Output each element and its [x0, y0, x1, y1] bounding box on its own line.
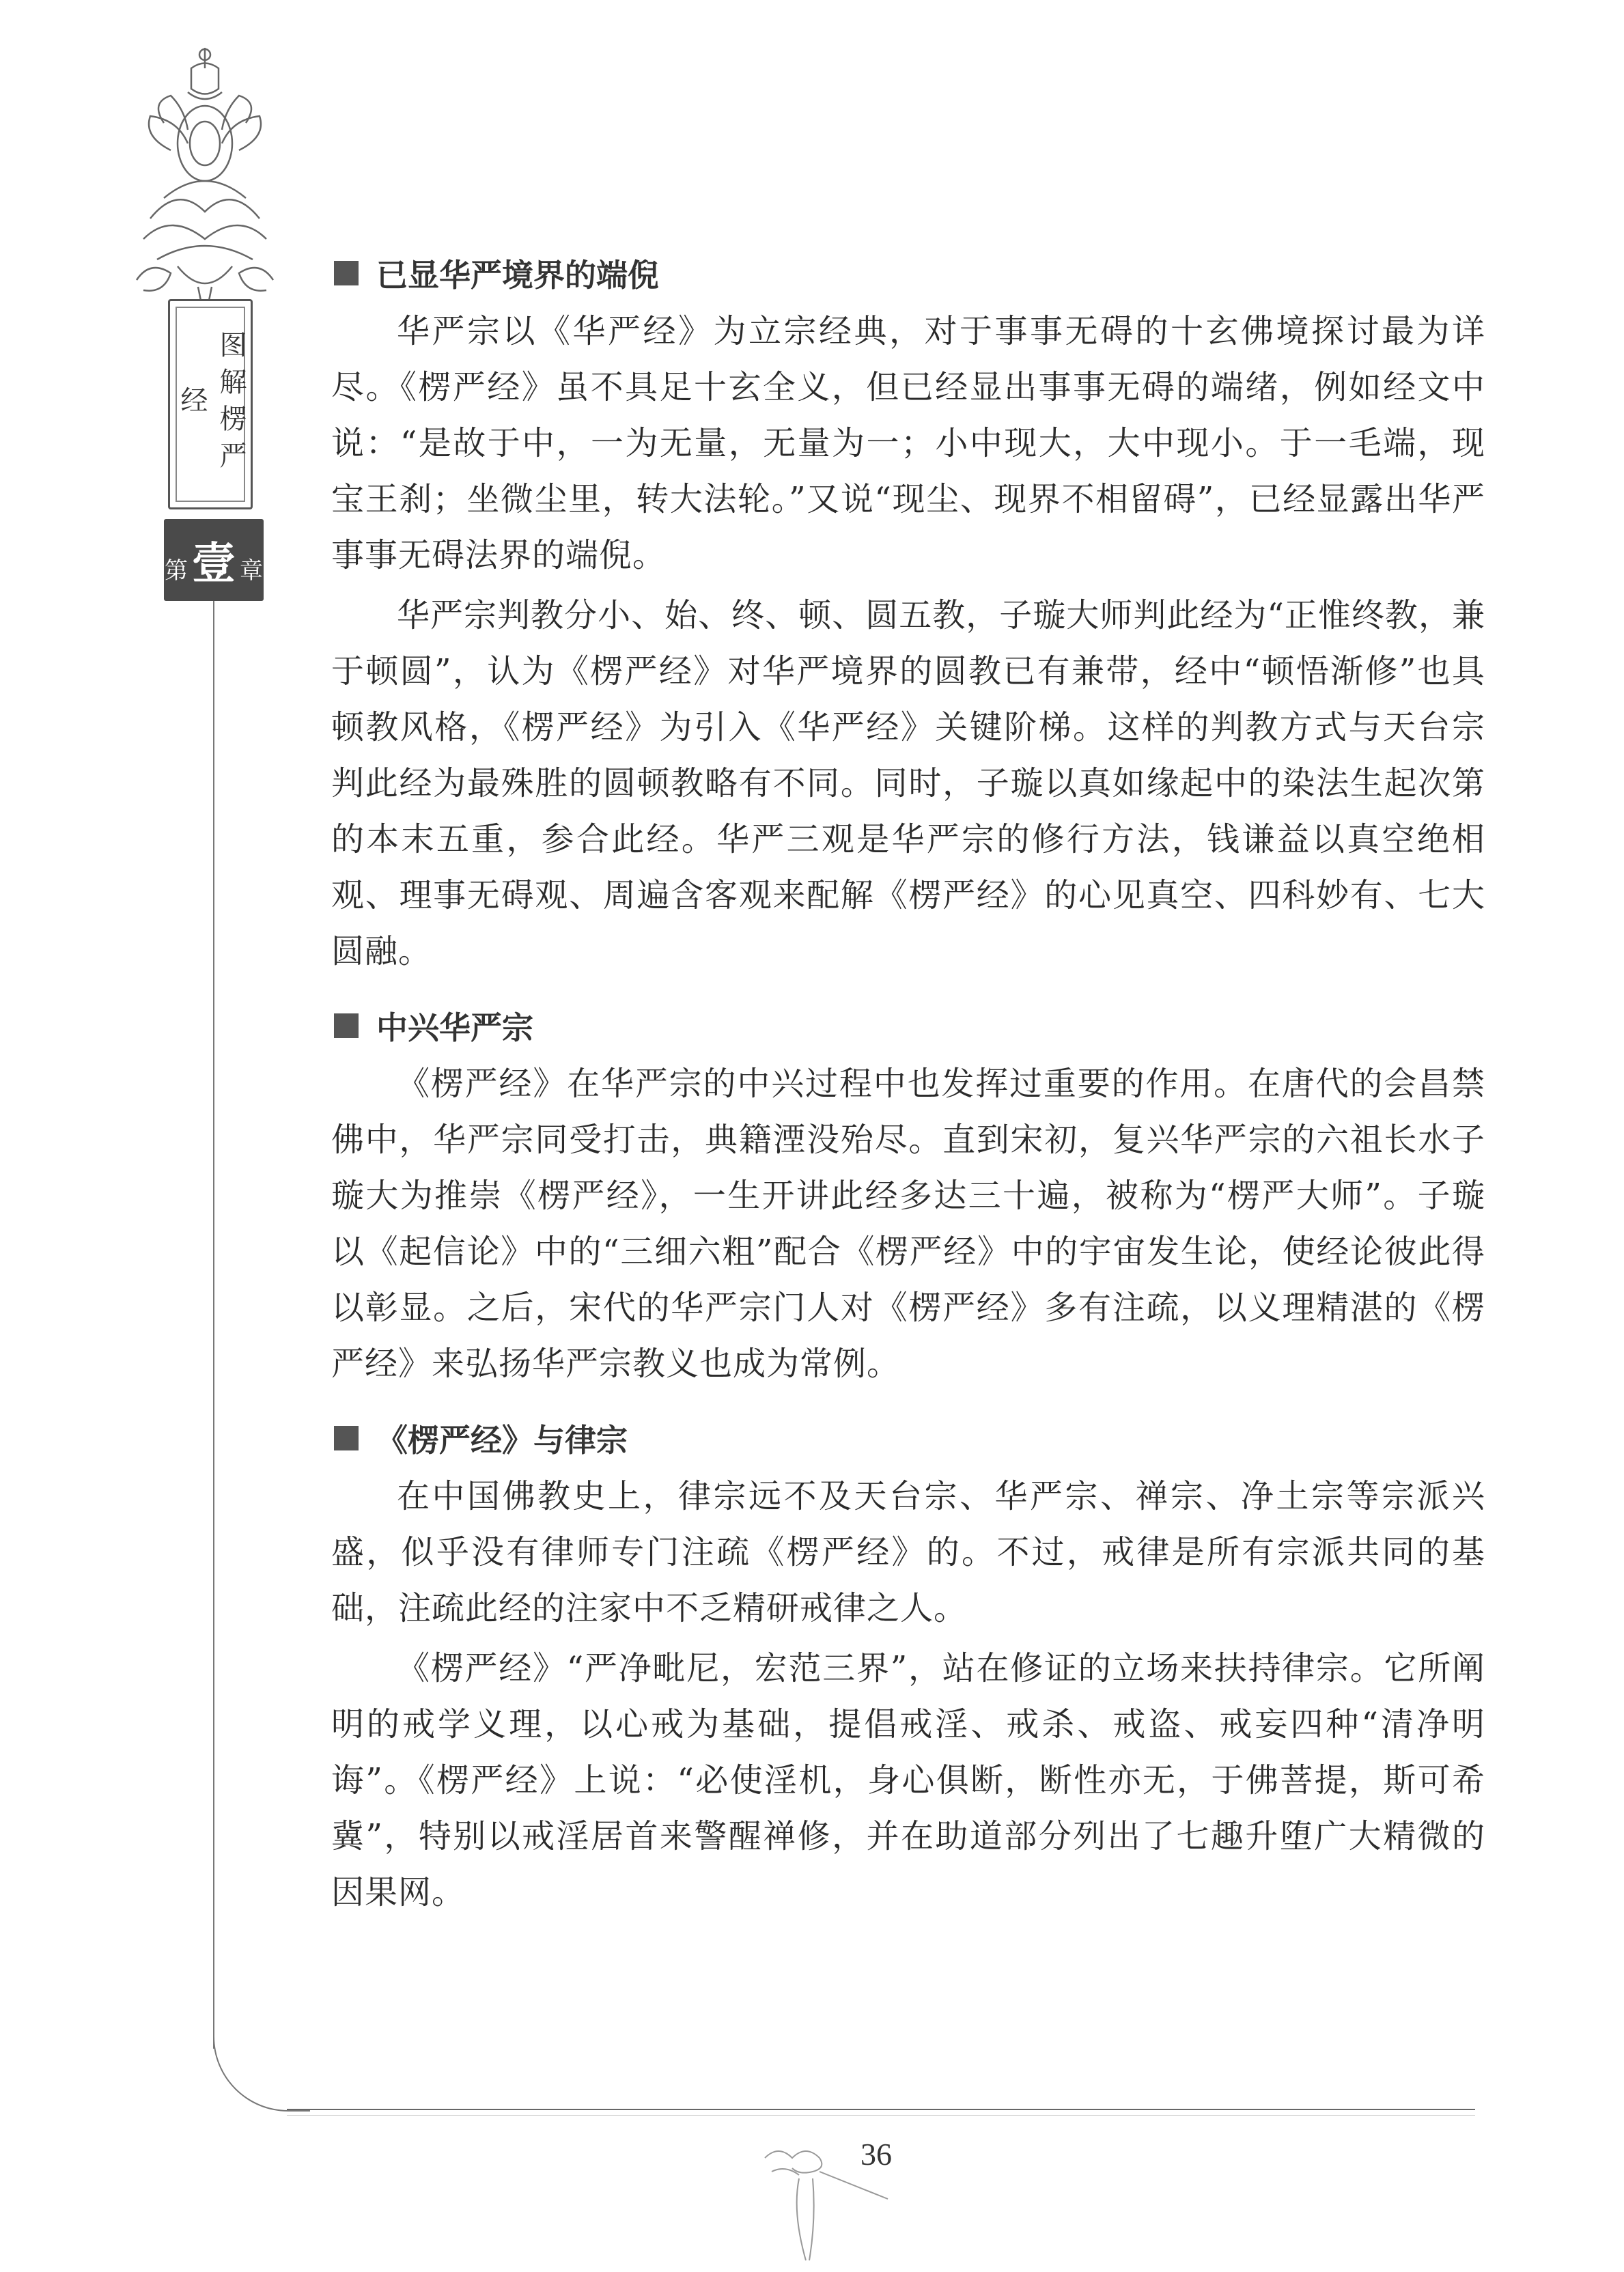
- chapter-number: 壹: [192, 539, 236, 589]
- section-huayan-realm: [331, 246, 1485, 979]
- sidebar-curve-divider: [213, 2021, 310, 2112]
- footer-rule: [287, 2109, 1475, 2110]
- lotus-ornament-icon: [123, 41, 287, 328]
- heading-square-icon: [334, 1013, 359, 1038]
- sidebar-divider: [213, 601, 214, 2049]
- section-heading: [331, 998, 1485, 1053]
- paragraph: 《楞严经》在华严宗的中兴过程中也发挥过重要的作用。在唐代的会昌禁佛中，华严宗同受打击，典籍湮没殆尽。直到宋初，复兴华严宗的六祖长水子璇大为推崇《楞严经》，一生开讲此经多达三十遍，被称为“楞严大师”。子璇以《起信论》中的“三细六粗”配合《楞严经》中的宇宙发生论，使经论彼此得以彰显。之后，宋代的华严宗门人对《楞严经》多有注疏，以义理精湛的《楞严经》来弘扬华严宗教义也成为常例。: [331, 1065, 1485, 1383]
- chapter-tab: [164, 519, 264, 601]
- heading-square-icon: [334, 261, 359, 285]
- section-heading: [331, 246, 1485, 300]
- section-heading-text: 中兴华严宗: [376, 1009, 533, 1046]
- paragraph: 华严宗以《华严经》为立宗经典，对于事事无碍的十玄佛境探讨最为详尽。《楞严经》虽不具足十玄全义，但已经显出事事无碍的端绪，例如经文中说：“是故于中，一为无量，无量为一；小中现大，大中现小。于一毛端，现宝王刹；坐微尘里，转大法轮。”又说“现尘、现界不相留碍”，已经显露出华严事事无碍法界的端倪。: [331, 312, 1485, 574]
- paragraph: 《楞严经》“严净毗尼，宏范三界”，站在修证的立场来扶持律宗。它所阐明的戒学义理，以心戒为基础，提倡戒淫、戒杀、戒盗、戒妄四种“清净明诲”。《楞严经》上说：“必使淫机，身心俱断，断性亦无，于佛菩提，斯可希冀”，特别以戒淫居首来警醒禅修，并在助道部分列出了七趣升堕广大精微的因果网。: [331, 1649, 1485, 1911]
- section-heading-text: 《楞严经》与律宗: [376, 1422, 628, 1459]
- section-heading-text: 已显华严境界的端倪: [376, 257, 659, 294]
- paragraph: 在中国佛教史上，律宗远不及天台宗、华严宗、禅宗、净土宗等宗派兴盛，似乎没有律师专门注疏《楞严经》的。不过，戒律是所有宗派共同的基础，注疏此经的注家中不乏精研戒律之人。: [331, 1477, 1485, 1627]
- chapter-prefix: 第: [165, 557, 188, 585]
- page-number: 36: [860, 2137, 892, 2172]
- heading-square-icon: [334, 1426, 359, 1450]
- footer-rule-secondary: [287, 2115, 1475, 2116]
- paragraph: 华严宗判教分小、始、终、顿、圆五教，子璇大师判此经为“正惟终教，兼于顿圆”，认为《楞严经》对华严境界的圆教已有兼带，经中“顿悟渐修”也具顿教风格，《楞严经》为引入《华严经》关键阶梯。这样的判教方式与天台宗判此经为最殊胜的圆顿教略有不同。同时，子璇以真如缘起中的染法生起次第的本末五重，参合此经。华严三观是华严宗的修行方法，钱谦益以真空绝相观、理事无碍观、周遍含客观来配解《楞严经》的心见真空、四科妙有、七大圆融。: [331, 596, 1485, 970]
- section-vinaya-school: [331, 1411, 1485, 1920]
- section-heading: [331, 1411, 1485, 1465]
- book-title: 图解楞严经: [176, 331, 247, 478]
- chapter-suffix: 章: [240, 557, 263, 585]
- book-title-box: [168, 299, 253, 509]
- page-content: [331, 246, 1485, 1939]
- section-revive-huayan: [331, 998, 1485, 1392]
